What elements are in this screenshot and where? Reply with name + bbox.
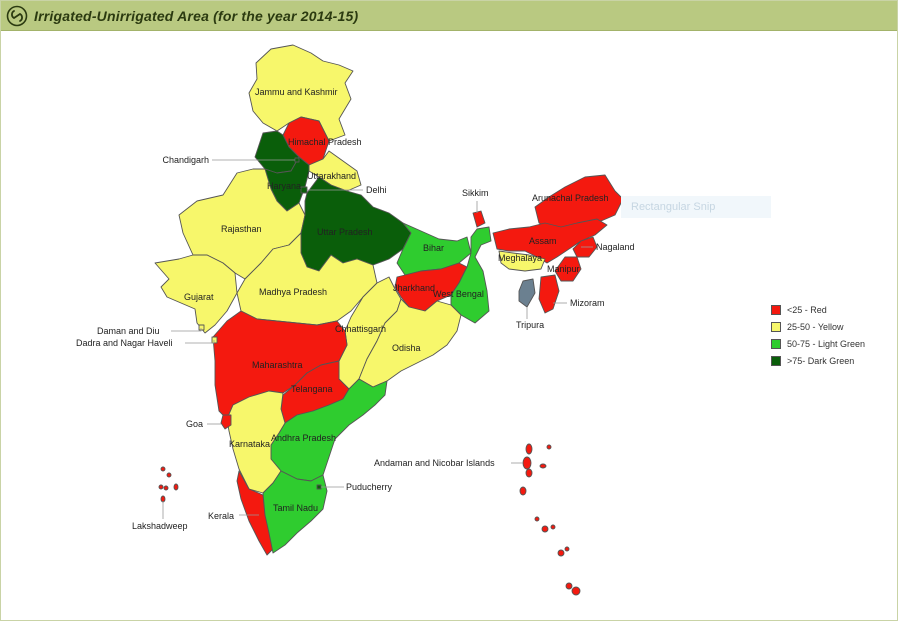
legend-label: 25-50 - Yellow	[787, 321, 844, 332]
label-ar: Arunachal Pradesh	[532, 193, 609, 203]
label-tn: Tamil Nadu	[273, 503, 319, 513]
swatch-red	[771, 305, 781, 315]
label-od: Odisha	[392, 343, 421, 353]
label-ga: Goa	[186, 419, 204, 429]
label-ch: Chandigarh	[162, 155, 209, 165]
state-an[interactable]	[520, 444, 580, 595]
india-map-svg	[1, 31, 897, 620]
state-ch[interactable]	[295, 158, 299, 162]
panel-header	[1, 1, 897, 31]
label-jk: Jammu and Kashmir	[255, 87, 338, 97]
label-gj: Gujarat	[184, 292, 214, 302]
legend-item-red[interactable]	[771, 301, 865, 318]
label-hr: Haryana	[267, 181, 302, 191]
state-mz[interactable]	[539, 275, 559, 313]
snip-overlay: Rectangular Snip	[621, 196, 771, 218]
label-py: Puducherry	[346, 482, 393, 492]
label-ka: Karnataka	[229, 439, 271, 449]
label-nl: Nagaland	[596, 242, 635, 252]
label-rj: Rajasthan	[221, 224, 262, 234]
label-mp: Madhya Pradesh	[259, 287, 328, 297]
legend	[771, 301, 865, 369]
state-dl[interactable]	[301, 187, 307, 193]
swatch-light-green	[771, 339, 781, 349]
legend-label: <25 - Red	[787, 304, 827, 315]
swatch-yellow	[771, 322, 781, 332]
leader-daman	[171, 328, 201, 331]
state-sk[interactable]	[473, 211, 485, 227]
chain-link-icon	[6, 5, 28, 27]
label-mz: Mizoram	[570, 298, 605, 308]
label-sk: Sikkim	[462, 188, 489, 198]
label-wb: West Bengal	[433, 289, 484, 299]
label-ld: Lakshadweep	[132, 521, 188, 531]
state-up[interactable]	[301, 177, 411, 271]
state-dd[interactable]	[199, 325, 204, 330]
state-tr[interactable]	[519, 279, 535, 307]
india-map	[1, 31, 897, 620]
label-dl: Delhi	[366, 185, 387, 195]
label-ml: Meghalaya	[498, 253, 543, 263]
state-ld[interactable]	[159, 467, 178, 502]
label-tg: Telangana	[291, 384, 333, 394]
state-py[interactable]	[317, 485, 321, 489]
label-jh: Jharkhand	[393, 283, 436, 293]
legend-item-dark-green[interactable]	[771, 352, 865, 369]
label-br: Bihar	[423, 243, 445, 253]
label-dd: Daman and Diu	[97, 326, 160, 336]
label-dnh: Dadra and Nagar Haveli	[76, 338, 173, 348]
state-dnh[interactable]	[212, 337, 217, 343]
label-up: Uttar Pradesh	[317, 227, 373, 237]
label-mh: Maharashtra	[252, 360, 303, 370]
label-tr: Tripura	[516, 320, 545, 330]
legend-label: 50-75 - Light Green	[787, 338, 866, 349]
label-uk: Uttarakhand	[307, 171, 357, 181]
leader-dnh	[185, 340, 214, 343]
label-cg: Chhattisgarh	[335, 324, 387, 334]
label-ap: Andhra Pradesh	[271, 433, 337, 443]
page-title: Irrigated-Unirrigated Area (for the year 2014-15)	[34, 7, 359, 24]
label-an: Andaman and Nicobar Islands	[374, 458, 495, 468]
legend-item-yellow[interactable]	[771, 318, 865, 335]
label-hp: Himachal Pradesh	[288, 137, 362, 147]
label-mn: Manipur	[547, 264, 580, 274]
legend-item-light-green[interactable]	[771, 335, 865, 352]
legend-label: >75- Dark Green	[787, 355, 855, 366]
label-kl: Kerala	[208, 511, 235, 521]
swatch-dark-green	[771, 356, 781, 366]
label-as: Assam	[529, 236, 557, 246]
